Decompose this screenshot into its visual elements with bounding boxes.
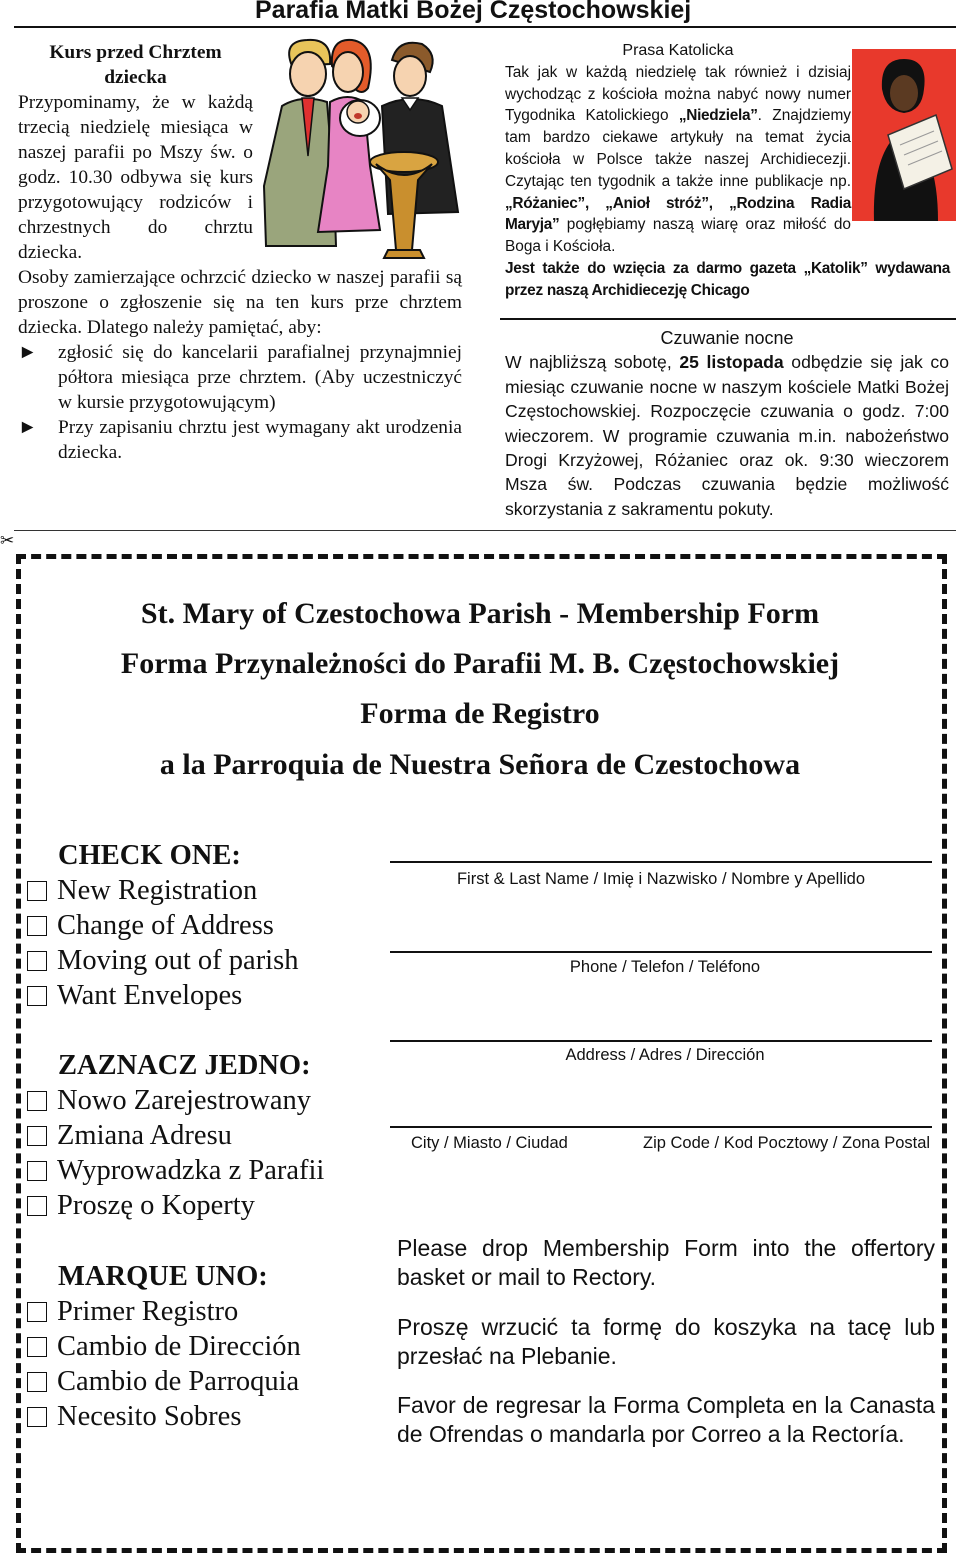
checkbox[interactable] xyxy=(27,1372,47,1392)
press-paragraph xyxy=(505,62,851,258)
baptism-bullet xyxy=(18,340,462,415)
baptism-heading: Kurs przed Chrztem dziecka xyxy=(49,42,222,88)
checkbox-option[interactable] xyxy=(27,873,387,908)
city-field-label: City / Miasto / Ciudad xyxy=(411,1134,568,1152)
checkbox[interactable] xyxy=(27,1161,47,1181)
zip-field-label: Zip Code / Kod Pocztowy / Zona Postal xyxy=(643,1134,931,1152)
vigil-text: odbędzie się jak co miesiąc czuwanie nocne w naszym kościele Matki Bożej Częstochowskiej. Rozpoczęcie czuwania o godz. 7:00 wieczorem. W programie czuwania m.in. nabożeństwo Drogi Krzyżowej, Różaniec oraz ok. 9:30 wieczorem Msza św. Podczas czuwania będzie możliwość skorzystania z sakramentu pokuty. xyxy=(505,352,949,519)
check-group-heading: ZAZNACZ JEDNO: xyxy=(58,1050,311,1081)
checkbox-option[interactable] xyxy=(27,1188,387,1223)
checkbox-option[interactable] xyxy=(27,1153,387,1188)
arrow-bullet-icon: ► xyxy=(18,342,38,363)
baptism-illustration xyxy=(252,36,470,260)
press-titles: „Różaniec”, „Anioł stróż”, „Rodzina Radia Maryja” xyxy=(505,194,851,234)
check-group-polish xyxy=(27,1048,387,1223)
catholic-press-article xyxy=(505,40,950,302)
check-group-spanish xyxy=(27,1259,387,1434)
checkbox-label: Cambio de Parroquia xyxy=(57,1366,300,1397)
checkbox[interactable] xyxy=(27,916,47,936)
vigil-heading: Czuwanie nocne xyxy=(660,328,794,348)
checkbox-label: Zmiana Adresu xyxy=(57,1120,232,1151)
night-vigil-article xyxy=(505,326,949,521)
name-field-label: First & Last Name / Imię i Nazwisko / Nombre y Apellido xyxy=(456,870,866,888)
cut-line xyxy=(14,530,956,531)
press-heading: Prasa Katolicka xyxy=(622,42,734,59)
bullet-text: Przy zapisaniu chrztu jest wymagany akt urodzenia dziecka. xyxy=(58,417,462,463)
checkbox-option[interactable] xyxy=(27,978,387,1013)
checkbox-label: Proszę o Koperty xyxy=(57,1190,255,1221)
baptism-body: Osoby zamierzające ochrzcić dziecko w naszej parafii są proszone o zgłoszenie się na ten kurs prze chrztem dziecka. Dlatego należy pamiętać, aby: xyxy=(18,267,462,338)
checkbox-label: Cambio de Dirección xyxy=(57,1331,301,1362)
form-title-spanish-line2: a la Parroquia de Nuestra Señora de Czestochowa xyxy=(159,748,801,781)
checkbox[interactable] xyxy=(27,1302,47,1322)
address-field-label: Address / Adres / Dirección xyxy=(565,1046,765,1064)
checkbox-label: Moving out of parish xyxy=(57,945,299,976)
name-field-line[interactable] xyxy=(390,861,932,863)
vigil-paragraph xyxy=(505,350,949,521)
checkbox[interactable] xyxy=(27,986,47,1006)
press-text: pogłębiamy naszą wiarę oraz miłość do Boga i Kościoła. xyxy=(505,216,851,256)
check-group-heading: CHECK ONE: xyxy=(58,840,241,871)
baptism-intro: Przypominamy, że w każdą trzecią niedzielę miesiąca w naszej parafii po Mszy św. o godz. 10.30 odbywa się kurs przygotowujący rodziców i chrzestnych do chrztu dziecka. xyxy=(18,92,253,263)
instructions-spanish: Favor de regresar la Forma Completa en la Canasta de Ofrendas o mandarla por Correo a la Rectoría. xyxy=(397,1392,935,1447)
checkbox[interactable] xyxy=(27,951,47,971)
phone-field-line[interactable] xyxy=(390,951,932,953)
press-text: . Znajdziemy tam bardzo ciekawe artykuły na temat życia kościoła w Polsce także naszej Archidiecezji. Czytając ten tygodnik a także inne publikacje np. xyxy=(505,107,851,190)
phone-field-label: Phone / Telefon / Teléfono xyxy=(569,958,761,976)
checkbox-option[interactable] xyxy=(27,908,387,943)
form-title-spanish: Forma de Registro xyxy=(360,697,600,730)
check-group-english xyxy=(27,838,387,1013)
checkbox-option[interactable] xyxy=(27,1399,387,1434)
vigil-text: W najbliższą sobotę, xyxy=(505,352,680,373)
header-divider xyxy=(14,26,956,28)
checkbox-option[interactable] xyxy=(27,1364,387,1399)
checkbox-label: Change of Address xyxy=(57,910,274,941)
checkbox[interactable] xyxy=(27,1337,47,1357)
checkbox[interactable] xyxy=(27,1126,47,1146)
checkbox[interactable] xyxy=(27,1407,47,1427)
check-group-heading: MARQUE UNO: xyxy=(58,1261,268,1292)
checkbox-label: Wyprowadzka z Parafii xyxy=(57,1155,325,1186)
arrow-bullet-icon: ► xyxy=(18,417,38,438)
form-title-polish: Forma Przynależności do Parafii M. B. Częstochowskiej xyxy=(120,647,840,680)
scissors-icon: ✂ xyxy=(0,531,15,550)
checkbox-label: Necesito Sobres xyxy=(57,1401,242,1432)
city-zip-field-line[interactable] xyxy=(390,1126,932,1128)
checkbox-label: Nowo Zarejestrowany xyxy=(57,1085,312,1116)
form-title-english: St. Mary of Czestochowa Parish - Membership Form xyxy=(140,597,820,630)
bullet-text: zgłosić się do kancelarii parafialnej przynajmniej półtora miesiąca prze chrztem. (Aby uczestniczyć w kursie przygotowującym) xyxy=(58,342,462,413)
address-field-line[interactable] xyxy=(390,1040,932,1042)
checkbox[interactable] xyxy=(27,1196,47,1216)
checkbox-option[interactable] xyxy=(27,1329,387,1364)
checkbox-option[interactable] xyxy=(27,1083,387,1118)
checkbox-label: New Registration xyxy=(57,875,258,906)
baptism-bullet xyxy=(18,415,462,465)
newspaper-reader-illustration xyxy=(852,49,956,221)
press-text: Tak jak w każdą niedzielę tak również i dzisiaj wychodząc z kościoła można nabyć nowy numer Tygodnika Katolickiego xyxy=(505,63,851,125)
checkbox-label: Want Envelopes xyxy=(57,980,243,1011)
section-divider xyxy=(500,318,956,320)
checkbox-option[interactable] xyxy=(27,1118,387,1153)
vigil-date: 25 listopada xyxy=(679,352,784,373)
press-title: „Niedziela” xyxy=(678,107,758,125)
checkbox[interactable] xyxy=(27,881,47,901)
checkbox-option[interactable] xyxy=(27,1294,387,1329)
checkbox-label: Primer Registro xyxy=(57,1296,239,1327)
checkbox-option[interactable] xyxy=(27,943,387,978)
instructions-english: Please drop Membership Form into the offertory basket or mail to Rectory. xyxy=(397,1235,935,1290)
page-title: Parafia Matki Bożej Częstochowskiej xyxy=(255,0,692,24)
press-free-paper: Jest także do wzięcia za darmo gazeta „Katolik” wydawana przez naszą Archidiecezję Chicago xyxy=(505,259,950,299)
instructions-polish: Proszę wrzucić ta formę do koszyka na tacę lub przesłać na Plebanie. xyxy=(397,1314,935,1369)
checkbox[interactable] xyxy=(27,1091,47,1111)
